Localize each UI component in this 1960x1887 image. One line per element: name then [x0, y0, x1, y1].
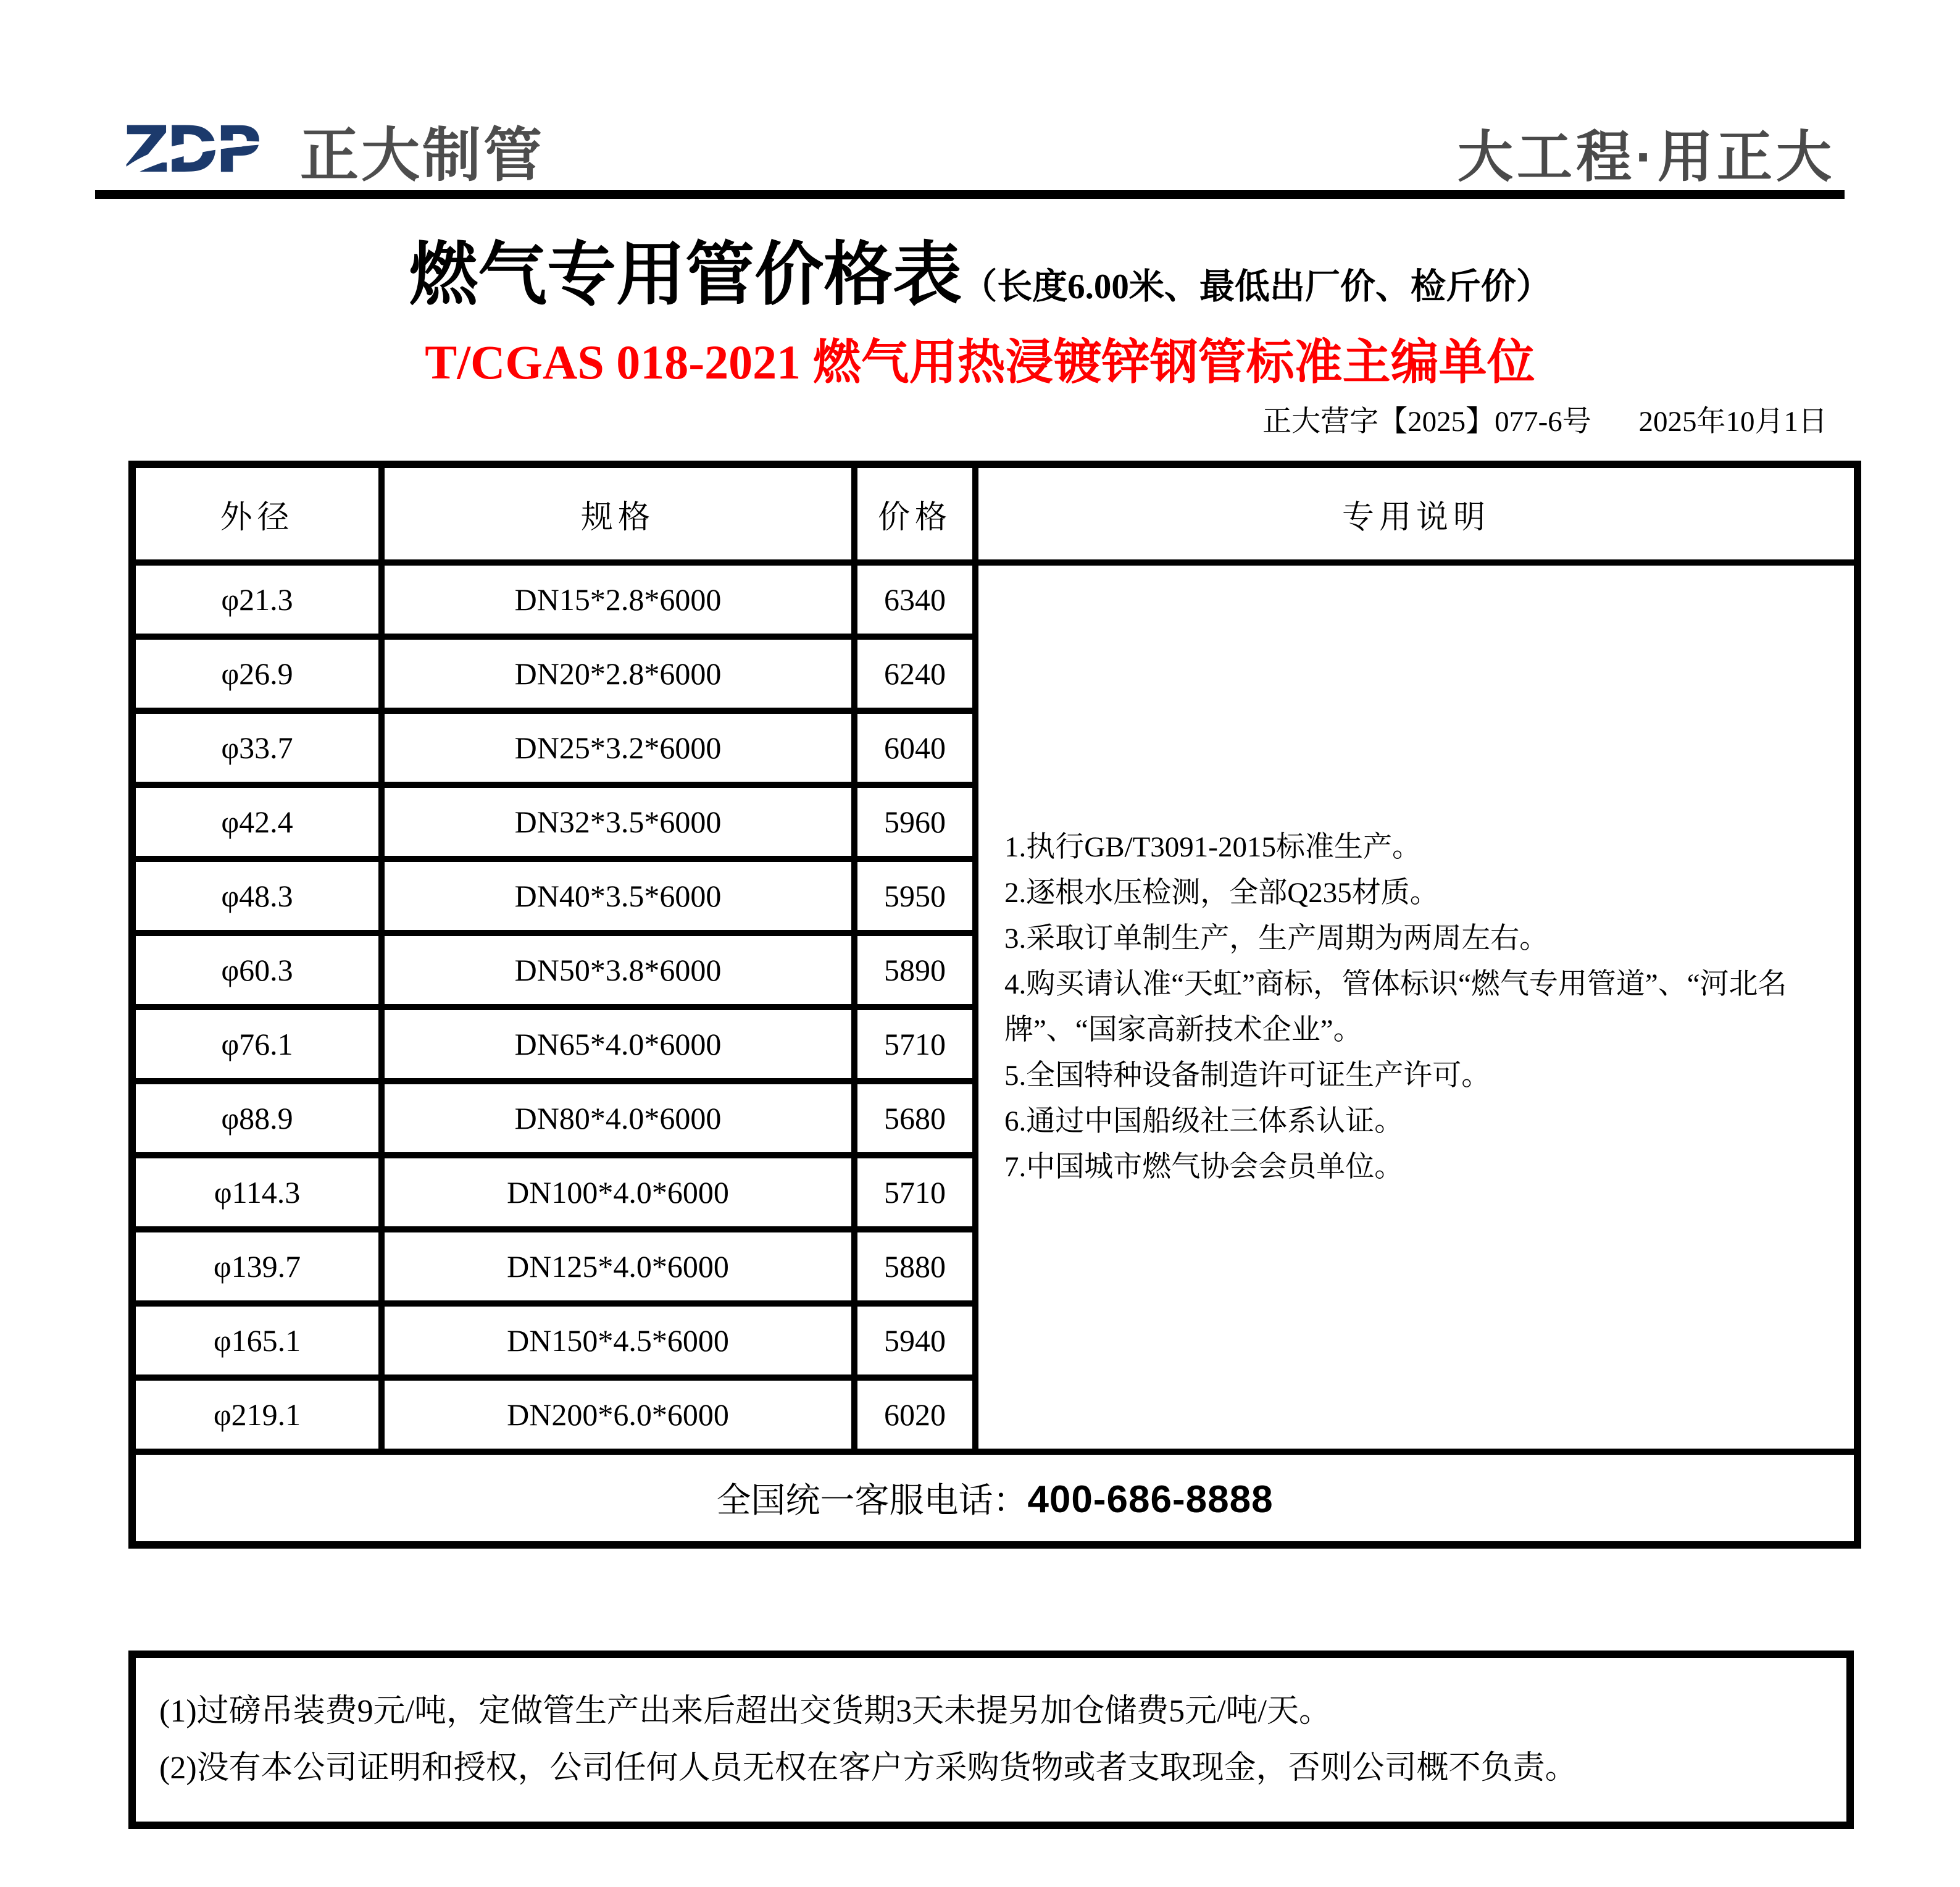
- table-header-row: [132, 464, 1858, 563]
- spec-cell: DN200*6.0*6000: [382, 1378, 854, 1452]
- od-cell: φ42.4: [132, 785, 382, 859]
- col-header-notes: 专用说明: [975, 464, 1858, 563]
- price-cell: 5950: [854, 859, 975, 933]
- hotline-cell: [132, 1452, 1858, 1545]
- price-cell: 5710: [854, 1007, 975, 1081]
- standard-subtitle: T/CGAS 018-2021 燃气用热浸镀锌钢管标准主编单位: [425, 335, 1535, 389]
- spec-cell: DN40*3.5*6000: [382, 859, 854, 933]
- price-cell: 5890: [854, 933, 975, 1007]
- price-table-body: [132, 563, 1858, 1452]
- doc-number: 正大营字【2025】077-6号: [1262, 406, 1591, 438]
- company-slogan: 大工程·用正大: [1457, 127, 1835, 188]
- price-cell: 5940: [854, 1303, 975, 1378]
- price-cell: 5680: [854, 1081, 975, 1155]
- spec-cell: DN100*4.0*6000: [382, 1155, 854, 1229]
- footer-note-line: (1)过磅吊装费9元/吨，定做管生产出来后超出交货期3天未提另加仓储费5元/吨/天。: [159, 1693, 1331, 1729]
- hotline-number: 400-686-8888: [1027, 1478, 1274, 1521]
- note-line: 3.采取订单制生产，生产周期为两周左右。: [1004, 923, 1549, 955]
- od-cell: φ60.3: [132, 933, 382, 1007]
- spec-cell: DN65*4.0*6000: [382, 1007, 854, 1081]
- spec-cell: DN125*4.0*6000: [382, 1229, 854, 1303]
- note-line: 2.逐根水压检测，全部Q235材质。: [1004, 877, 1439, 909]
- od-cell: φ88.9: [132, 1081, 382, 1155]
- price-cell: 5960: [854, 785, 975, 859]
- price-cell: 5880: [854, 1229, 975, 1303]
- price-cell: 6020: [854, 1378, 975, 1452]
- price-cell: 5710: [854, 1155, 975, 1229]
- note-line: 6.通过中国船级社三体系认证。: [1004, 1105, 1404, 1137]
- od-cell: φ48.3: [132, 859, 382, 933]
- col-header-od: 外径: [132, 464, 382, 563]
- price-cell: 6240: [854, 637, 975, 711]
- brand-header: [123, 110, 1835, 188]
- page-title-paren: （长度6.00米、最低出厂价、检斤价）: [962, 267, 1551, 306]
- company-name: 正大制管: [300, 123, 545, 188]
- od-cell: φ26.9: [132, 637, 382, 711]
- footer-note-line: (2)没有本公司证明和授权，公司任何人员无权在客户方采购货物或者支取现金，否则公司概不负责。: [159, 1750, 1577, 1786]
- doc-number-line: [1262, 408, 1827, 437]
- page-title: [0, 237, 1960, 314]
- hotline-label: 全国统一客服电话：: [716, 1482, 1028, 1520]
- footer-notes-box: [128, 1651, 1854, 1829]
- price-cell: 6340: [854, 563, 975, 637]
- header-divider-rule: [95, 190, 1845, 199]
- note-line: 4.购买请认准“天虹”商标，管体标识“燃气专用管道”、“河北名牌”、“国家高新技术企业”。: [1004, 968, 1787, 1046]
- table-row: [132, 563, 1858, 637]
- page-title-main: 燃气专用管价格表: [409, 237, 962, 314]
- note-line: 1.执行GB/T3091-2015标准生产。: [1004, 831, 1421, 863]
- zdp-logo-icon: [123, 112, 283, 185]
- notes-cell: [975, 563, 1858, 1452]
- doc-date: 2025年10月1日: [1638, 406, 1827, 438]
- price-table: [128, 461, 1861, 1549]
- note-line: 5.全国特种设备制造许可证生产许可。: [1004, 1060, 1491, 1092]
- od-cell: φ139.7: [132, 1229, 382, 1303]
- spec-cell: DN15*2.8*6000: [382, 563, 854, 637]
- od-cell: φ114.3: [132, 1155, 382, 1229]
- spec-cell: DN32*3.5*6000: [382, 785, 854, 859]
- spec-cell: DN80*4.0*6000: [382, 1081, 854, 1155]
- od-cell: φ33.7: [132, 711, 382, 785]
- od-cell: φ165.1: [132, 1303, 382, 1378]
- spec-cell: DN25*3.2*6000: [382, 711, 854, 785]
- od-cell: φ219.1: [132, 1378, 382, 1452]
- col-header-spec: 规格: [382, 464, 854, 563]
- price-cell: 6040: [854, 711, 975, 785]
- hotline-row: [132, 1452, 1858, 1545]
- zdp-logo-text: ZDP: [123, 112, 259, 185]
- spec-cell: DN150*4.5*6000: [382, 1303, 854, 1378]
- spec-cell: DN50*3.8*6000: [382, 933, 854, 1007]
- brand-left: [123, 112, 545, 188]
- note-line: 7.中国城市燃气协会会员单位。: [1004, 1151, 1404, 1183]
- od-cell: φ76.1: [132, 1007, 382, 1081]
- od-cell: φ21.3: [132, 563, 382, 637]
- col-header-price: 价格: [854, 464, 975, 563]
- spec-cell: DN20*2.8*6000: [382, 637, 854, 711]
